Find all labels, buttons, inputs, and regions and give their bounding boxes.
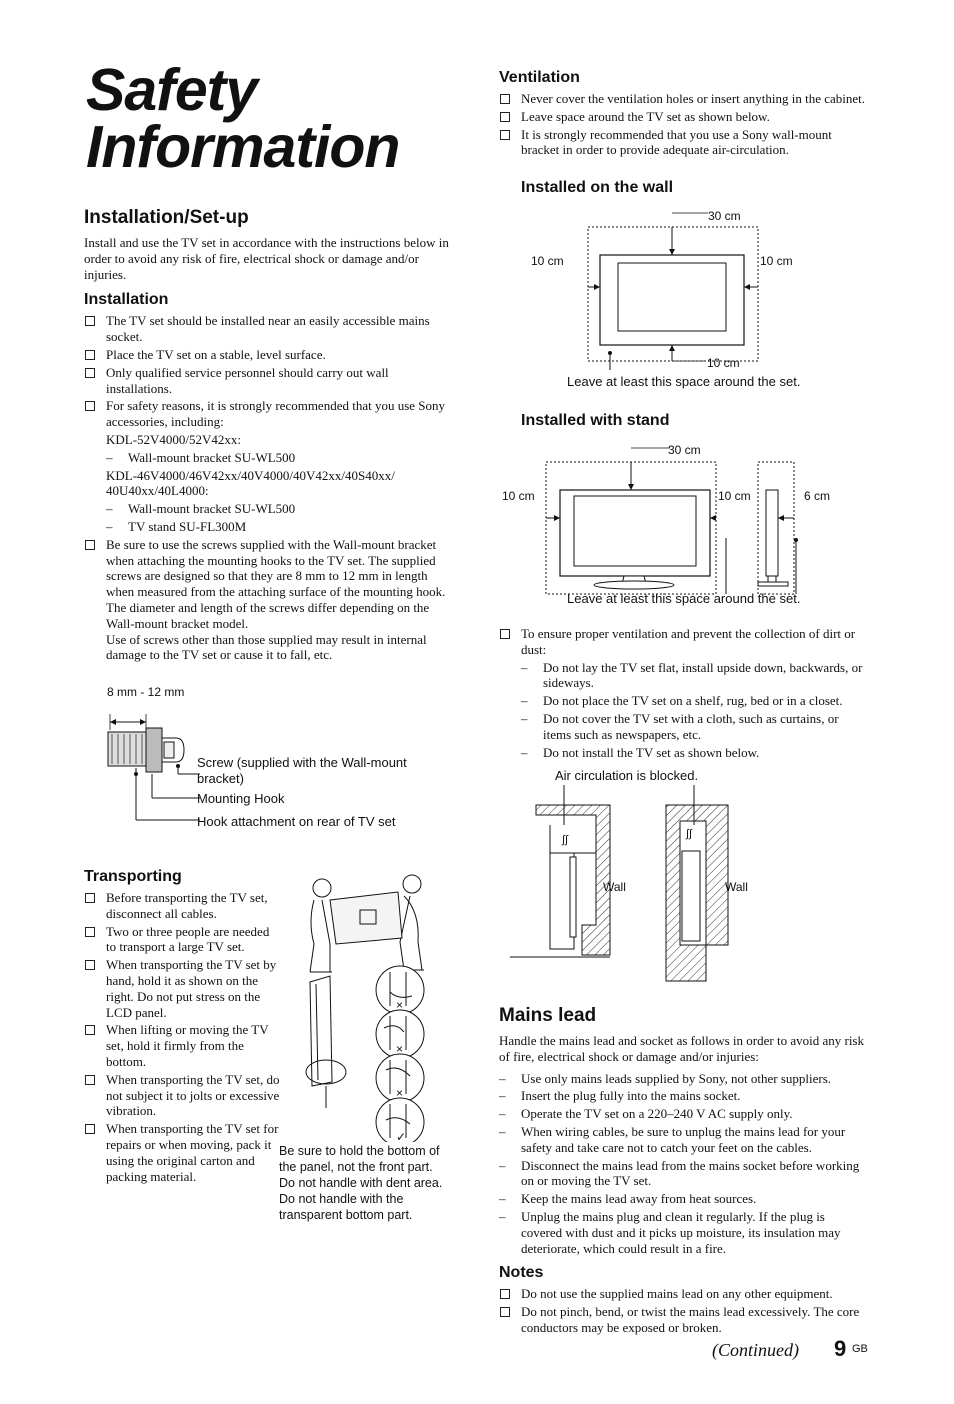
ventilation-heading: Ventilation [499,69,580,86]
hook-attachment-label: Hook attachment on rear of TV set [197,814,396,829]
transport-caption: Be sure to hold the bottom of the panel, not the front part. Do not handle with dent area. Do not handle with the transparent bottom part. [279,1144,443,1222]
list-item: – Unplug the mains plug and clean it regularly. If the plug is covered with dust and it picks up moisture, its insulation may deteriorate, which could result in a fire. [499,1209,869,1256]
list-item: – Wall-mount bracket SU-WL500 [106,450,456,466]
list-item: Do not pinch, bend, or twist the mains lead excessively. The core conductors may be exposed or broken. [499,1304,869,1336]
list-item: – Do not lay the TV set flat, install upside down, backwards, or sideways. [521,660,869,692]
page-suffix: GB [852,1343,868,1355]
transport-illustration [300,872,440,1142]
installation-list [84,313,456,663]
list-item: Never cover the ventilation holes or insert anything in the cabinet. [499,91,869,107]
svg-text:∫∫: ∫∫ [562,834,569,846]
list-item: – Insert the plug fully into the mains socket. [499,1088,869,1104]
stand-caption: Leave at least this space around the set. [567,591,801,606]
hook-label: Mounting Hook [197,791,285,806]
list-item: – Wall-mount bracket SU-WL500 [106,501,456,517]
stand-clearance-diagram [500,440,860,595]
stand-left-clearance: 10 cm [502,489,535,503]
wall-top-clearance: 30 cm [708,209,741,223]
list-item: Leave space around the TV set as shown below. [499,109,869,125]
model-1: KDL-52V4000/52V42xx: [106,431,242,447]
installed-with-stand-heading: Installed with stand [521,412,670,429]
list-item: When transporting the TV set for repairs or when moving, pack it using the original carton and packing material. [84,1121,280,1184]
list-item: – Do not install the TV set as shown below. [521,745,869,761]
svg-text:✓: ✓ [396,1130,407,1142]
wall-bottom-clearance: 10 cm [707,356,740,370]
list-item: – TV stand SU-FL300M [106,519,456,535]
list-item: – Do not place the TV set on a shelf, rug, bed or in a closet. [521,693,869,709]
wall-clearance-diagram [520,205,810,370]
list-item: Only qualified service personnel should carry out wall installations. [84,365,456,397]
svg-text:×: × [396,1042,404,1056]
list-item: Before transporting the TV set, disconnect all cables. [84,890,280,922]
wall-label-2: Wall [725,880,748,894]
installation-setup-section [84,207,456,665]
notes-heading: Notes [499,1264,544,1282]
list-item: Be sure to use the screws supplied with the Wall-mount bracket when attaching the mounting hooks to the TV set. The supplied screws are designed so that they are 8 mm to 12 mm in length when measured from the attaching surface of the mounting hook. The diameter and length of the screws differ depending on the Wall-mount bracket model. Use of screws other than those supplied may result in internal damage to the TV set or cause it to fall, etc. [84,537,456,663]
mains-lead-intro: Handle the mains lead and socket as follows in order to avoid any risk of fire, electrical shock or damage and/or injuries: [499,1033,864,1064]
svg-text:×: × [396,1086,404,1100]
list-item: Place the TV set on a stable, level surface. [84,347,456,363]
list-item: – Use only mains leads supplied by Sony, not other suppliers. [499,1071,869,1087]
stand-top-clearance: 30 cm [668,443,701,457]
installation-heading: Installation [84,291,169,309]
ventilation-list [499,91,869,158]
installation-setup-intro: Install and use the TV set in accordance with the instructions below in order to avoid any risk of fire, electrical shock or damage and/or injuries. [84,235,449,282]
screw-label: Screw (supplied with the Wall-mount bracket) [197,755,407,786]
list-item: When transporting the TV set by hand, hold it as shown on the right. Do not put stress on the LCD panel. [84,957,280,1020]
screw-dimension-label: 8 mm - 12 mm [107,685,185,699]
svg-text:∫∫: ∫∫ [686,828,693,840]
installation-setup-heading: Installation/Set-up [84,207,249,228]
title-line-2: Information [86,114,400,180]
list-item: When transporting the TV set, do not subject it to jolts or excessive vibration. [84,1072,280,1119]
page-number: 9 [834,1336,847,1361]
dust-section [499,626,869,762]
transporting-heading: Transporting [84,868,182,885]
page-title [86,57,486,180]
stand-side-clearance: 6 cm [804,489,831,503]
list-item: – Disconnect the mains lead from the mains socket before working on or moving the TV set. [499,1158,869,1190]
stand-right-clearance: 10 cm [718,489,751,503]
list-item: – Do not cover the TV set with a cloth, such as curtains, or items such as newspapers, etc. [521,711,869,743]
list-item: – Keep the mains lead away from heat sources. [499,1191,869,1207]
wall-label-1: Wall [603,880,626,894]
list-item: It is strongly recommended that you use a Sony wall-mount bracket in order to provide adequate air-circulation. [499,127,869,159]
wall-caption: Leave at least this space around the set. [567,374,801,389]
list-item: To ensure proper ventilation and prevent the collection of dirt or dust: – Do not lay the TV set flat, install upside down, backwards, or sideways. – Do not place the TV set on a shelf, rug, bed or in a closet. – Do not cover the TV set with a cloth, such as curtains, or items such as newspapers, etc. – Do not install the TV set as shown below. [499,626,869,760]
ventilation-section [499,69,869,160]
wall-left-clearance: 10 cm [531,254,564,268]
list-item: When lifting or moving the TV set, hold it firmly from the bottom. [84,1022,280,1069]
continued-label: (Continued) [712,1340,799,1360]
svg-text:×: × [396,998,404,1012]
list-item: Do not use the supplied mains lead on any other equipment. [499,1286,869,1302]
list-item: – When wiring cables, be sure to unplug the mains lead for your safety and take care not to catch your feet on the cables. [499,1124,869,1156]
blocked-caption: Air circulation is blocked. [555,768,699,783]
mains-lead-heading: Mains lead [499,1005,597,1026]
list-item: The TV set should be installed near an easily accessible mains socket. [84,313,456,345]
transporting-list [84,890,280,1184]
list-item: Two or three people are needed to transport a large TV set. [84,924,280,956]
transporting-section [84,868,280,1186]
title-line-1: Safety [86,57,258,123]
installed-on-wall-heading: Installed on the wall [521,179,674,196]
model-2: KDL-46V4000/46V42xx/40V4000/40V42xx/40S40xx/ 40U40xx/40L4000: [106,467,395,499]
notes-list [499,1286,869,1335]
mains-lead-section [499,1005,869,1338]
screw-diagram [100,700,200,825]
mains-lead-list [499,1071,869,1257]
wall-right-clearance: 10 cm [760,254,793,268]
list-item: – Operate the TV set on a 220–240 V AC supply only. [499,1106,869,1122]
list-item: For safety reasons, it is strongly recommended that you use Sony accessories, including: KDL-52V4000/52V42xx: – Wall-mount bracket SU-WL500 KDL-46V4000/46V42xx/40V4000/40V42xx/40S40xx/ 40U40xx/40L4000: – Wall-mount bracket SU-WL500 – TV stand SU-FL300M [84,398,456,534]
